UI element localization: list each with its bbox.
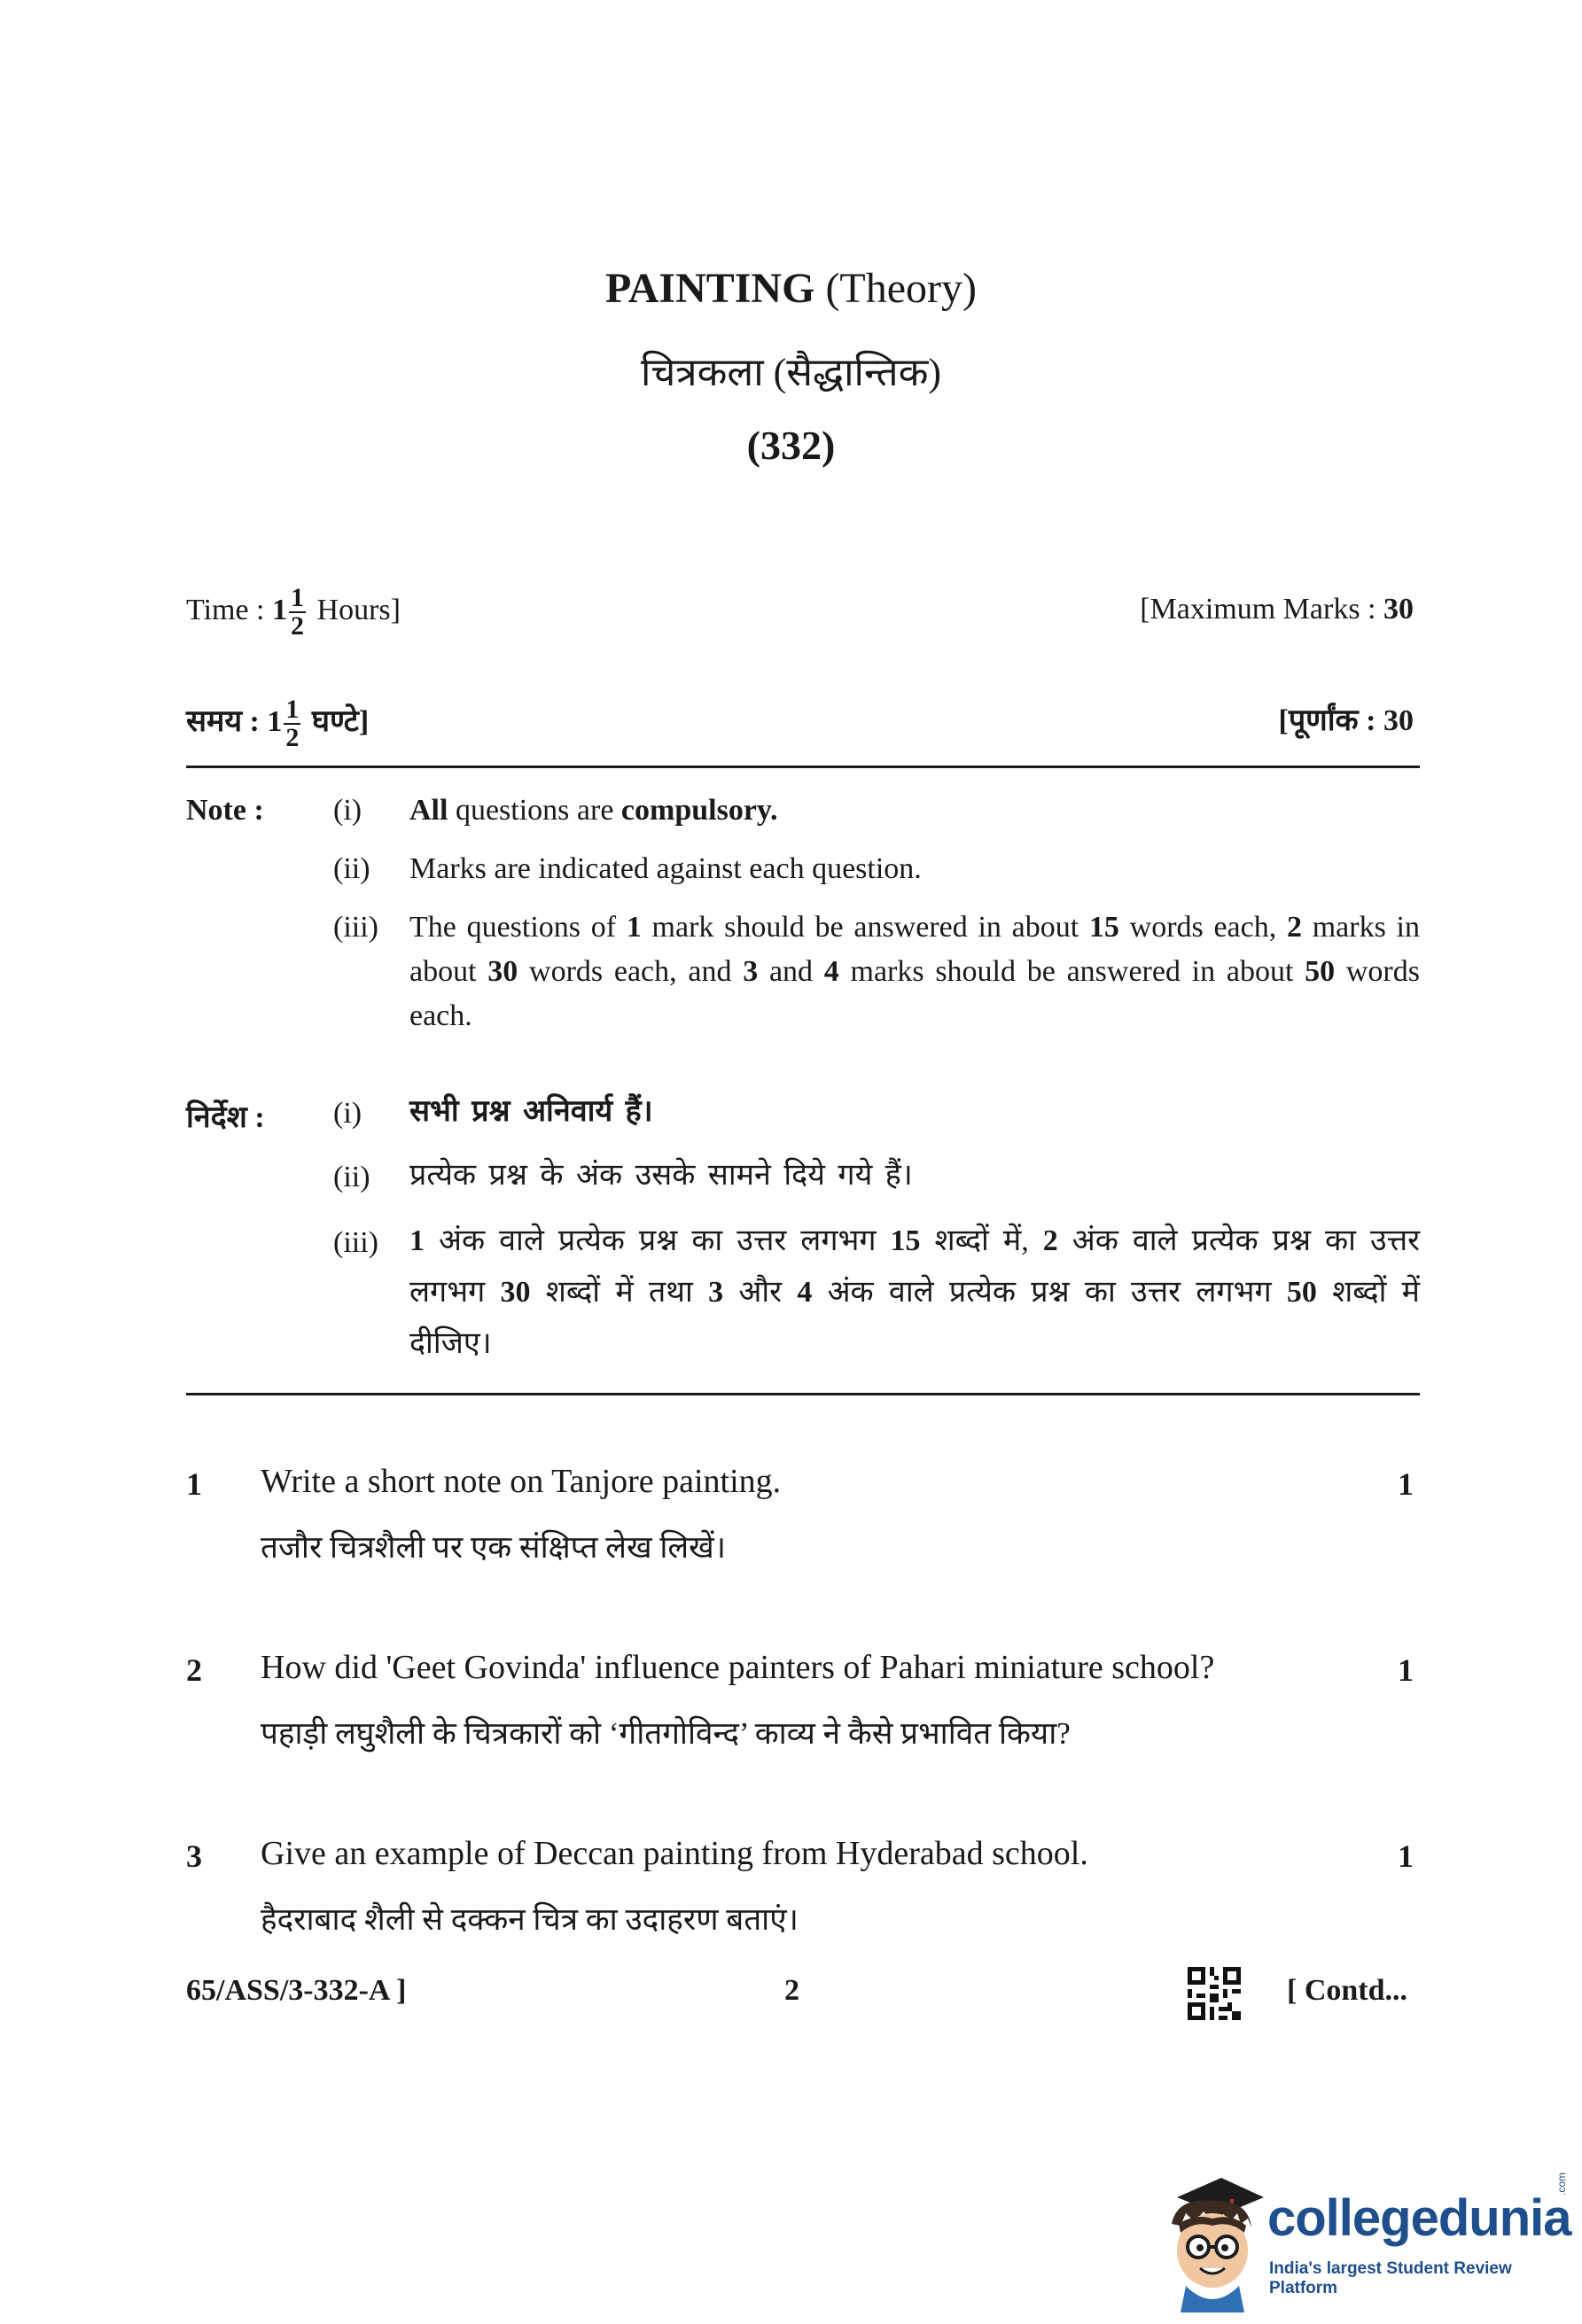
paper-title: [0, 264, 1582, 313]
question-hindi-2: पहाड़ी लघुशैली के चित्रकारों को ‘गीतगोविन्द’ काव्य ने कैसे प्रभावित किया?: [261, 1716, 1071, 1751]
max-marks-value: 30: [1383, 593, 1414, 626]
note-en-roman-1: (i): [333, 794, 362, 827]
max-marks-hi: [पूर्णांक : 30: [1278, 704, 1414, 737]
student-mascot-icon: [1159, 2162, 1266, 2312]
max-marks-en: [Maximum Marks : 30: [1140, 593, 1414, 626]
paper-title-hindi: चित्रकला (सैद्धान्तिक): [640, 351, 942, 394]
note-label: Note :: [186, 794, 264, 827]
note-hi-roman-2: (ii): [333, 1161, 370, 1193]
note-hi-item-1: सभी प्रश्न अनिवार्य हैं।: [409, 1095, 653, 1128]
note-en-item-2: Marks are indicated against each question.: [409, 852, 922, 885]
qr-code-icon: [1188, 1967, 1241, 2020]
note-en-item-1: All questions are compulsory.: [409, 794, 778, 827]
note-label-hi: निर्देश :: [186, 1101, 265, 1134]
time-hi: समय : 1 $\frac{1}{2}$ घण्टे]: [186, 695, 370, 752]
paper-code: 65/ASS/3-332-A ]: [186, 1974, 407, 2007]
note-en-item-3: The questions of 1 mark should be answered in about 15 words each, 2 marks in about 30 words each, and 3 and 4 marks should be answered in about 50 words each.: [409, 911, 1420, 1032]
note-hi-roman-1: (i): [333, 1097, 362, 1130]
subject-name: PAINTING: [604, 265, 815, 312]
note-hi-roman-3: (iii): [333, 1226, 378, 1259]
subject-type: (Theory): [825, 265, 978, 312]
question-text-3: Give an example of Deccan painting from Hyderabad school.: [261, 1835, 1088, 1872]
question-text-1: Write a short note on Tanjore painting.: [261, 1463, 782, 1500]
page-number: 2: [784, 1974, 799, 2007]
note-en-roman-3: (iii): [333, 911, 378, 944]
question-marks-2: 1: [1398, 1652, 1414, 1688]
brand-domain: .com: [1555, 2172, 1568, 2196]
question-hindi-3: हैदराबाद शैली से दक्कन चित्र का उदाहरण बताएं।: [261, 1902, 799, 1937]
note-hi-item-3: 1 अंक वाले प्रत्येक प्रश्न का उत्तर लगभग 15 शब्दों में, 2 अंक वाले प्रत्येक प्रश्न का उत्तर लगभग 30 शब्दों में तथा 3 और 4 अंक वाले प्रत्येक प्रश्न का उत्तर लगभग 50 शब्दों में दीजिए।: [409, 1224, 1420, 1360]
continued-label: [ Contd...: [1287, 1974, 1408, 2007]
question-hindi-1: तजौर चित्रशैली पर एक संक्षिप्त लेख लिखें।: [261, 1530, 727, 1565]
time-fraction-hi: $\frac{1}{2}$: [285, 695, 300, 752]
divider-bottom: [186, 1393, 1420, 1395]
question-text-2: How did 'Geet Govinda' influence painters of Pahari miniature school?: [261, 1649, 1215, 1686]
time-en: Time : 1 $\frac{1}{2}$ Hours]: [186, 583, 401, 641]
subject-code: (332): [746, 423, 836, 468]
question-number-1: 1: [186, 1466, 202, 1502]
question-number-3: 3: [186, 1838, 202, 1874]
brand-tagline: India's largest Student Review Platform: [1269, 2259, 1512, 2297]
time-whole: 1: [272, 593, 288, 626]
note-hi-item-2: प्रत्येक प्रश्न के अंक उसके सामने दिये गये हैं।: [409, 1159, 913, 1192]
divider-top: [186, 766, 1420, 768]
question-marks-3: 1: [1398, 1838, 1414, 1874]
question-marks-1: 1: [1398, 1466, 1414, 1502]
question-number-2: 2: [186, 1652, 202, 1688]
note-en-roman-2: (ii): [333, 852, 370, 885]
brand-name: collegedunia: [1267, 2189, 1571, 2247]
time-fraction: $\frac{1}{2}$: [291, 583, 305, 641]
